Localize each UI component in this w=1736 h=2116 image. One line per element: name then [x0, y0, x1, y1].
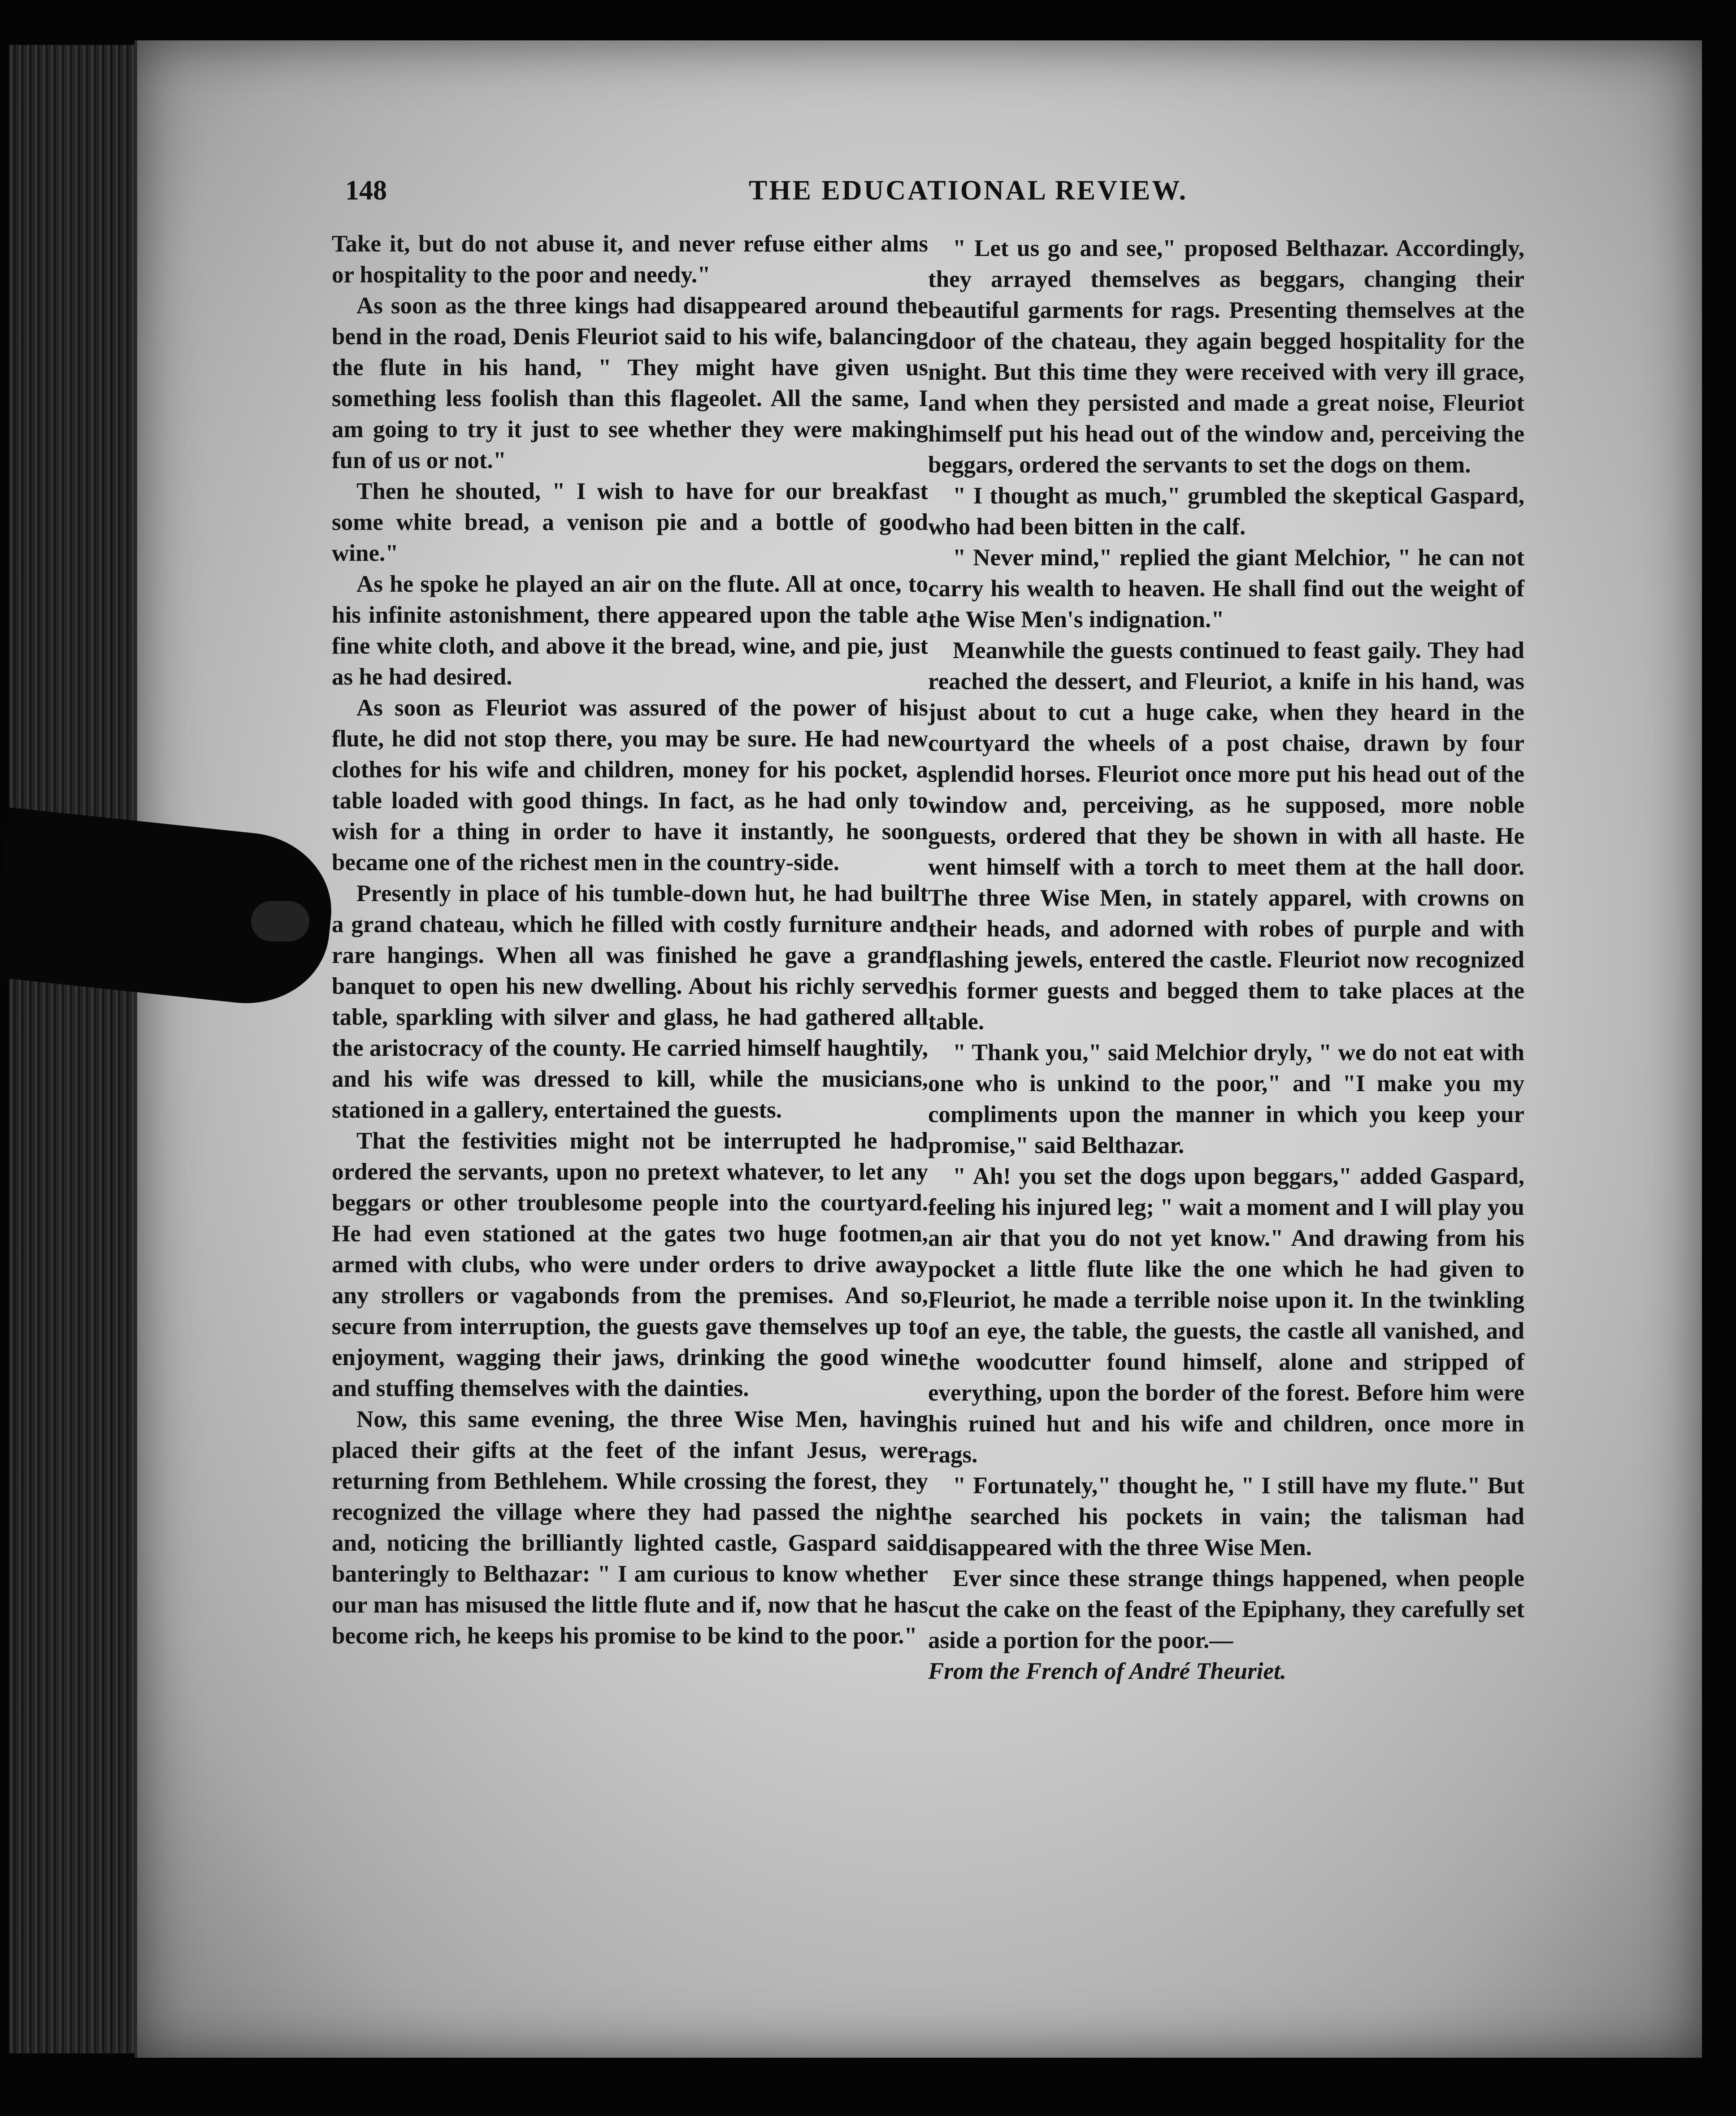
paragraph: " Ah! you set the dogs upon beggars," added Gaspard, feeling his injured leg; " wait a moment and I will play you an air that you do not yet know." And drawing from his pocket a little flute like the one which he had given to Fleuriot, he made a terrible noise upon it. In the twinkling of an eye, the table, the guests, the castle all vanished, and the woodcutter found himself, alone and stripped of everything, upon the border of the forest. Before him were his ruined hut and his wife and children, once more in rags. — [928, 1163, 1524, 1468]
paragraph: " Thank you," said Melchior dryly, " we do not eat with one who is unkind to the poor," and "I make you my compliments upon the manner in which you keep your promise," said Belthazar. — [928, 1040, 1524, 1158]
paragraph: Ever since these strange things happened, when people cut the cake on the feast of the Epiphany, they carefully set aside a portion for the poor.— — [928, 1565, 1524, 1653]
paragraph: That the festivities might not be interrupted he had ordered the servants, upon no pretext whatever, to let any beggars or other troublesome people into the courtyard. He had even stationed at the gates two huge footmen, armed with clubs, who were under orders to drive away any strollers or vagabonds from the premises. And so, secure from interruption, the guests gave themselves up to enjoyment, wagging their jaws, drinking the good wine and stuffing themselves with the dainties. — [332, 1128, 928, 1401]
paragraph: Meanwhile the guests continued to feast gaily. They had reached the dessert, and Fleuriot, a knife in his hand, was just about to cut a huge cake, when they heard in the courtyard the wheels of a post chaise, drawn by four splendid horses. Fleuriot once more put his head out of the window and, perceiving, as he supposed, more noble guests, ordered that they be shown in with all haste. He went himself with a torch to meet them at the hall door. The three Wise Men, in stately apparel, with crowns on their heads, and adorned with robes of purple and with flashing jewels, entered the castle. Fleuriot now recognized his former guests and begged them to take places at the table. — [928, 637, 1524, 1035]
paragraph: As soon as the three kings had disappeared around the bend in the road, Denis Fleuriot said to his wife, balancing the flute in his hand, " They might have given us something less foolish than this flageolet. All the same, I am going to try it just to see whether they were making fun of us or not." — [332, 293, 928, 473]
paragraph: Take it, but do not abuse it, and never refuse either alms or hospitality to the poor and needy." — [332, 231, 928, 288]
journal-title: THE EDUCATIONAL REVIEW. — [749, 175, 1188, 206]
paragraph: Then he shouted, " I wish to have for our breakfast some white bread, a venison pie and a bottle of good wine." — [332, 478, 928, 566]
paragraph: " Fortunately," thought he, " I still have my flute." But he searched his pockets in vain; the talisman had disappeared with the three Wise Men. — [928, 1473, 1524, 1561]
right-column — [928, 233, 1524, 1687]
thumbnail-highlight — [251, 901, 309, 941]
paragraph: Now, this same evening, the three Wise Men, having placed their gifts at the feet of the infant Jesus, were returning from Bethlehem. While crossing the forest, they recognized the village where they had passed the night and, noticing the brilliantly lighted castle, Gaspard said banteringly to Belthazar: " I am curious to know whether our man has misused the little flute and if, now that he has become rich, he keeps his promise to be kind to the poor." — [332, 1406, 928, 1649]
book-page-edges — [9, 45, 143, 2053]
page-number: 148 — [345, 175, 387, 206]
paragraph: Presently in place of his tumble-down hut, he had built a grand chateau, which he filled with costly furniture and rare hangings. When all was finished he gave a grand banquet to open his new dwelling. About his richly served table, sparkling with silver and glass, he had gathered all the aristocracy of the county. He carried himself haughtily, and his wife was dressed to kill, while the musicians, stationed in a gallery, entertained the guests. — [332, 880, 928, 1123]
running-head — [345, 166, 1354, 220]
paragraph: As he spoke he played an air on the flute. All at once, to his infinite astonishment, there appeared upon the table a fine white cloth, and above it the bread, wine, and pie, just as he had desired. — [332, 571, 928, 690]
paragraph: As soon as Fleuriot was assured of the power of his flute, he did not stop there, you may be sure. He had new clothes for his wife and children, money for his pocket, a table loaded with good things. In fact, as he had only to wish for a thing in order to have it instantly, he soon became one of the richest men in the country-side. — [332, 695, 928, 876]
paragraph: " Let us go and see," proposed Belthazar. Accordingly, they arrayed themselves as beggars, changing their beautiful garments for rags. Presenting themselves at the door of the chateau, they again begged hospitality for the night. But this time they were received with very ill grace, and when they persisted and made a great noise, Fleuriot himself put his head out of the window and, perceiving the beggars, ordered the servants to set the dogs on them. — [928, 235, 1524, 478]
left-column — [332, 229, 928, 1652]
paragraph: " Never mind," replied the giant Melchior, " he can not carry his wealth to heaven. He shall find out the weight of the Wise Men's indignation." — [928, 545, 1524, 633]
attribution: From the French of André Theuriet. — [928, 1658, 1287, 1684]
paragraph: " I thought as much," grumbled the skeptical Gaspard, who had been bitten in the calf. — [928, 483, 1524, 540]
